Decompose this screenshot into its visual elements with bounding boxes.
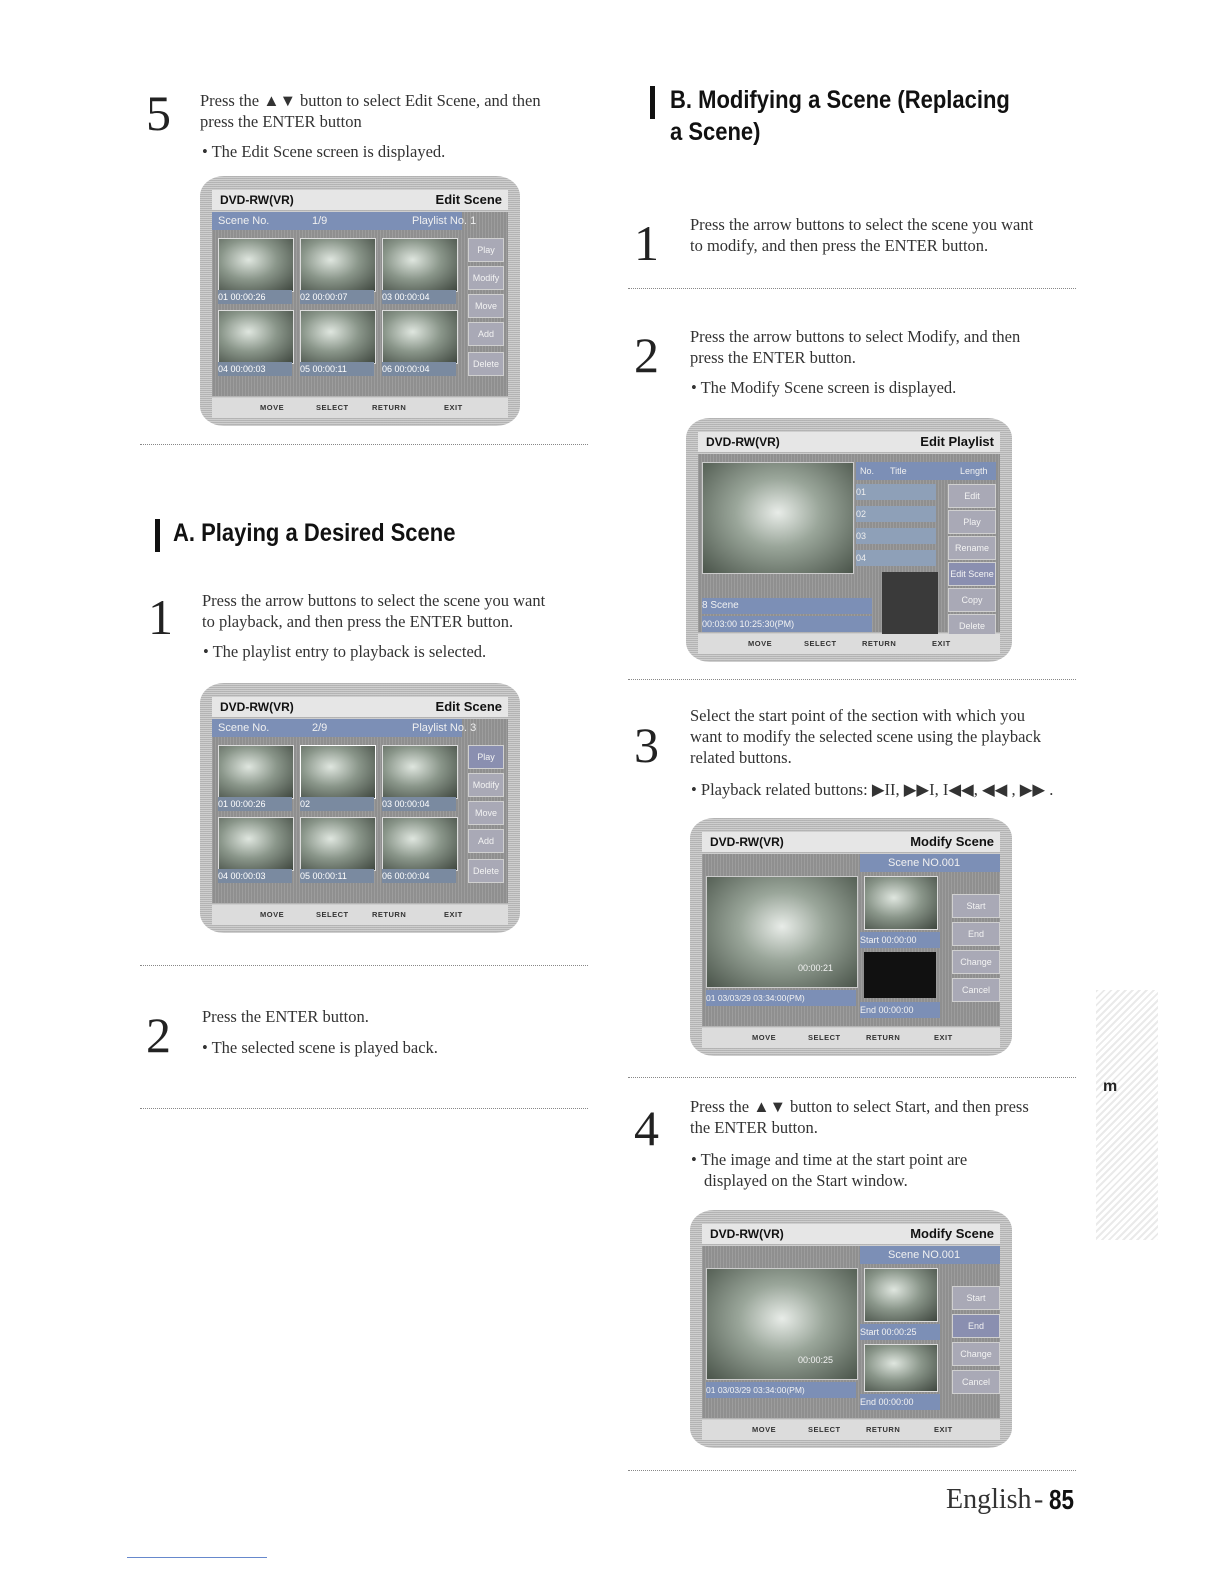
select-hint: SELECT	[808, 1033, 841, 1042]
list-row[interactable]: 03	[856, 528, 936, 544]
col-length: Length	[960, 466, 988, 476]
step-number: 1	[148, 589, 173, 645]
copy-button[interactable]: Copy	[948, 588, 996, 612]
scene-caption: 02	[300, 797, 374, 811]
cancel-button[interactable]: Cancel	[952, 1370, 1000, 1394]
step-text: the ENTER button.	[690, 1118, 818, 1137]
section-bar	[650, 86, 655, 119]
play-button[interactable]: Play	[948, 510, 996, 534]
step-text: to playback, and then press the ENTER button.	[202, 612, 514, 631]
playlist-no: Playlist No. 1	[412, 215, 477, 227]
delete-button[interactable]: Delete	[468, 352, 504, 376]
step-number: 1	[634, 215, 659, 271]
screen-nav-bar	[702, 1028, 1000, 1048]
add-button[interactable]: Add	[468, 829, 504, 853]
step-text: want to modify the selected scene using the playback	[690, 727, 1041, 746]
scene-thumbnail[interactable]	[382, 238, 458, 292]
move-button[interactable]: Move	[468, 294, 504, 318]
start-preview	[864, 1268, 938, 1322]
page-number: 85	[1049, 1484, 1074, 1515]
end-preview	[864, 1344, 938, 1392]
list-row[interactable]: 01	[856, 484, 936, 500]
start-time: Start 00:00:00	[860, 932, 940, 948]
scene-header	[212, 719, 477, 737]
list-row[interactable]: 04	[856, 550, 936, 566]
exit-hint: EXIT	[444, 910, 463, 919]
disc-type: DVD-RW(VR)	[220, 700, 294, 714]
divider	[628, 1077, 1076, 1078]
edit-scene-screen	[200, 176, 520, 426]
divider	[628, 1470, 1076, 1471]
list-header	[856, 462, 996, 480]
playback-time: 00:00:25	[798, 1355, 834, 1365]
screen-nav-bar	[212, 905, 508, 925]
move-hint: MOVE	[752, 1033, 777, 1042]
move-hint: MOVE	[260, 910, 285, 919]
scene-thumbnail[interactable]	[382, 745, 458, 799]
step-text: Press the arrow buttons to select the scene you want	[202, 591, 546, 610]
start-button[interactable]: Start	[952, 894, 1000, 918]
scene-count: 2/9	[312, 722, 328, 734]
scene-number-bar	[860, 854, 1000, 872]
step-number: 4	[634, 1100, 659, 1156]
scene-thumbnail[interactable]	[218, 745, 294, 799]
screen-body	[212, 212, 508, 396]
disc-type: DVD-RW(VR)	[710, 835, 784, 849]
step-text: related buttons.	[690, 748, 792, 767]
end-time: End 00:00:00	[860, 1394, 940, 1410]
step-number: 3	[634, 717, 659, 773]
screen-body	[702, 1246, 1000, 1418]
scene-number: Scene NO.001	[888, 1249, 961, 1261]
step-text: press the ENTER button	[200, 112, 362, 131]
section-heading-b-cont: a Scene)	[670, 118, 761, 146]
return-hint: RETURN	[372, 403, 407, 412]
scene-number: Scene NO.001	[888, 857, 961, 869]
bullet-text: displayed on the Start window.	[704, 1171, 908, 1190]
footer-language: English	[946, 1484, 1032, 1515]
delete-button[interactable]: Delete	[948, 614, 996, 638]
scene-caption: 05 00:00:11	[300, 362, 374, 376]
move-hint: MOVE	[752, 1425, 777, 1434]
bullet-text: • The Edit Scene screen is displayed.	[202, 142, 446, 161]
recording-info: 01 03/03/29 03:34:00(PM)	[706, 990, 856, 1006]
divider	[628, 679, 1076, 680]
scene-no-label: Scene No.	[218, 215, 270, 227]
scene-caption: 01 00:00:26	[218, 290, 292, 304]
step-text: press the ENTER button.	[690, 348, 856, 367]
step-number: 2	[634, 327, 659, 383]
playlist-no: Playlist No. 3	[412, 722, 477, 734]
modify-button[interactable]: Modify	[468, 266, 504, 290]
step-text: Select the start point of the section with which you	[690, 706, 1025, 725]
step-text: Press the arrow buttons to select the scene you want	[690, 215, 1034, 234]
col-no: No.	[860, 466, 875, 476]
recording-info: 01 03/03/29 03:34:00(PM)	[706, 1382, 856, 1398]
list-row[interactable]: 02	[856, 506, 936, 522]
link-underline	[127, 1557, 267, 1558]
scene-caption: 03 00:00:04	[382, 797, 456, 811]
scene-no-label: Scene No.	[218, 722, 270, 734]
step-text: Press the ENTER button.	[202, 1007, 369, 1026]
play-button[interactable]: Play	[468, 745, 504, 769]
end-button[interactable]: End	[952, 922, 1000, 946]
screen-mode: Modify Scene	[910, 1226, 994, 1241]
divider	[140, 1108, 588, 1109]
step-text: Press the arrow buttons to select Modify, and then	[690, 327, 1021, 346]
scene-number-bar	[860, 1246, 1000, 1264]
screen-title-bar	[212, 190, 508, 210]
screen-title-bar	[702, 832, 1000, 852]
step-text: Press the ▲▼ button to select Edit Scene, and then	[200, 91, 541, 110]
screen-title-bar	[702, 1224, 1000, 1244]
scene-count-info: 8 Scene	[702, 598, 872, 614]
step-number: 5	[146, 85, 171, 141]
section-heading-b: B. Modifying a Scene (Replacing	[670, 86, 1010, 114]
bullet-text: • The image and time at the start point are	[691, 1150, 968, 1169]
section-bar	[155, 519, 160, 552]
exit-hint: EXIT	[934, 1033, 953, 1042]
start-preview	[864, 876, 938, 930]
rename-button[interactable]: Rename	[948, 536, 996, 560]
move-button[interactable]: Move	[468, 801, 504, 825]
step-text: Press the ▲▼ button to select Start, and then press	[690, 1097, 1029, 1116]
time-info: 00:03:00 10:25:30(PM)	[702, 616, 872, 632]
playback-time: 00:00:21	[798, 963, 834, 973]
divider	[628, 288, 1076, 289]
move-hint: MOVE	[748, 639, 773, 648]
cancel-button[interactable]: Cancel	[952, 978, 1000, 1002]
scene-thumbnail[interactable]	[218, 238, 294, 292]
scene-caption: 06 00:00:04	[382, 362, 456, 376]
screen-title-bar	[698, 432, 1000, 452]
col-title: Title	[890, 466, 907, 476]
scene-thumbnail[interactable]	[218, 817, 294, 871]
select-hint: SELECT	[316, 403, 349, 412]
modify-button[interactable]: Modify	[468, 773, 504, 797]
screen-body	[702, 854, 1000, 1026]
modify-scene-screen	[690, 818, 1012, 1056]
scene-caption: 04 00:00:03	[218, 869, 292, 883]
disc-type: DVD-RW(VR)	[220, 193, 294, 207]
exit-hint: EXIT	[444, 403, 463, 412]
scene-thumbnail[interactable]	[382, 310, 458, 364]
modify-scene-screen	[690, 1210, 1012, 1448]
exit-hint: EXIT	[932, 639, 951, 648]
return-hint: RETURN	[866, 1425, 901, 1434]
scene-thumbnail-selected[interactable]	[300, 745, 376, 799]
divider	[140, 965, 588, 966]
end-button[interactable]: End	[952, 1314, 1000, 1338]
play-button[interactable]: Play	[468, 238, 504, 262]
end-preview	[864, 952, 936, 998]
edit-scene-screen	[200, 683, 520, 933]
screen-nav-bar	[698, 634, 1000, 654]
move-hint: MOVE	[260, 403, 285, 412]
screen-title-bar	[212, 697, 508, 717]
return-hint: RETURN	[372, 910, 407, 919]
screen-mode: Edit Scene	[435, 699, 502, 714]
scene-count: 1/9	[312, 215, 328, 227]
screen-mode: Modify Scene	[910, 834, 994, 849]
disc-type: DVD-RW(VR)	[706, 435, 780, 449]
scene-thumbnail[interactable]	[382, 817, 458, 871]
scene-caption: 04 00:00:03	[218, 362, 292, 376]
add-button[interactable]: Add	[468, 322, 504, 346]
scene-thumbnail[interactable]	[300, 310, 376, 364]
end-time: End 00:00:00	[860, 1002, 940, 1018]
select-hint: SELECT	[804, 639, 837, 648]
exit-hint: EXIT	[934, 1425, 953, 1434]
scene-header	[212, 212, 477, 230]
bullet-text: • The playlist entry to playback is selected.	[203, 642, 487, 661]
select-hint: SELECT	[808, 1425, 841, 1434]
scene-caption: 05 00:00:11	[300, 869, 374, 883]
bullet-text: • The selected scene is played back.	[202, 1038, 438, 1057]
section-heading-a: A. Playing a Desired Scene	[173, 519, 456, 547]
delete-button[interactable]: Delete	[468, 859, 504, 883]
screen-body	[698, 454, 1000, 632]
screen-body	[212, 719, 508, 903]
change-button[interactable]: Change	[952, 950, 1000, 974]
step-text: to modify, and then press the ENTER button.	[690, 236, 989, 255]
bullet-text: • Playback related buttons: ▶II, ▶▶I, I◀◀, ◀◀ , ▶▶ .	[691, 780, 1054, 799]
chapter-side-tab	[1096, 990, 1158, 1240]
return-hint: RETURN	[862, 639, 897, 648]
start-button[interactable]: Start	[952, 1286, 1000, 1310]
start-time: Start 00:00:25	[860, 1324, 940, 1340]
divider	[140, 444, 588, 445]
disc-type: DVD-RW(VR)	[710, 1227, 784, 1241]
edit-playlist-screen	[686, 418, 1012, 662]
preview-image	[702, 462, 854, 574]
footer-separator: -	[1034, 1484, 1044, 1515]
screen-mode: Edit Scene	[435, 192, 502, 207]
chapter-letter: m	[1103, 1078, 1118, 1095]
edit-scene-button[interactable]: Edit Scene	[948, 562, 996, 586]
return-hint: RETURN	[866, 1033, 901, 1042]
scene-thumbnail[interactable]	[218, 310, 294, 364]
select-hint: SELECT	[316, 910, 349, 919]
scene-caption: 03 00:00:04	[382, 290, 456, 304]
scene-caption: 06 00:00:04	[382, 869, 456, 883]
screen-mode: Edit Playlist	[920, 434, 994, 449]
scene-thumbnail[interactable]	[300, 238, 376, 292]
screen-nav-bar	[212, 398, 508, 418]
bullet-text: • The Modify Scene screen is displayed.	[691, 378, 957, 397]
scene-thumbnail[interactable]	[300, 817, 376, 871]
edit-button[interactable]: Edit	[948, 484, 996, 508]
step-number: 2	[146, 1007, 171, 1063]
scene-caption: 01 00:00:26	[218, 797, 292, 811]
screen-nav-bar	[702, 1420, 1000, 1440]
scene-caption: 02 00:00:07	[300, 290, 374, 304]
change-button[interactable]: Change	[952, 1342, 1000, 1366]
empty-preview	[882, 572, 938, 638]
